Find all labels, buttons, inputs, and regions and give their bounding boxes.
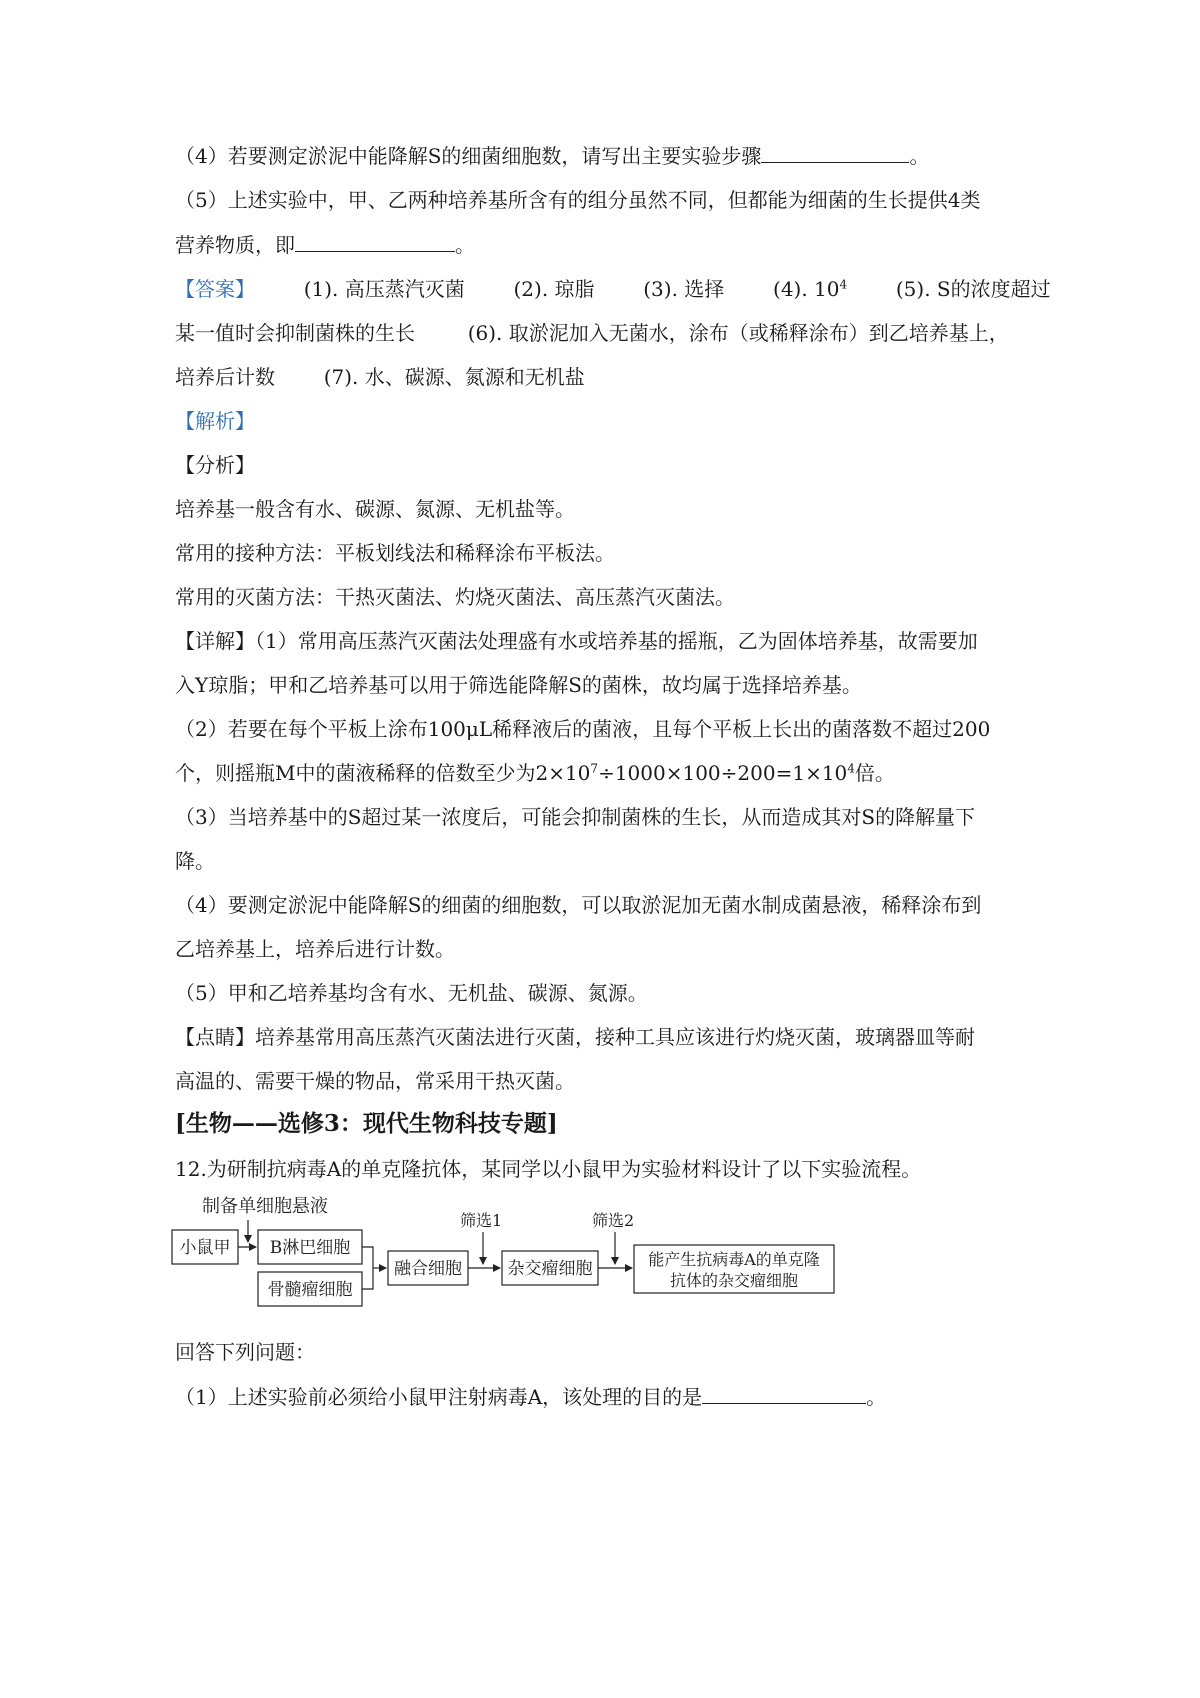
fenxi-line-3: 常用的灭菌方法：干热灭菌法、灼烧灭菌法、高压蒸汽灭菌法。	[175, 585, 735, 609]
detail-2-line-2: 个，则摇瓶M中的菌液稀释的倍数至少为$2\times 10^7\div 1000\times 100\div 200=1\times 10^4$倍。	[175, 761, 895, 785]
answer-blank	[295, 231, 455, 252]
top-label: 制备单细胞悬液	[202, 1196, 328, 1217]
detail-label: 【详解】	[175, 629, 255, 653]
answer-4: (4). $10^4$	[773, 277, 848, 301]
q12-1-line: （1）上述实验前必须给小鼠甲注射病毒A，该处理的目的是 。	[175, 1385, 887, 1409]
answer-6-part2: 培养后计数	[175, 365, 275, 389]
detail-3-line-2: 降。	[175, 849, 215, 873]
box-fused-label: 融合细胞	[394, 1259, 462, 1279]
q4-line: （4）若要测定淤泥中能降解S的细菌细胞数，请写出主要实验步骤 。	[175, 144, 930, 168]
answer-label: 【答案】	[175, 277, 255, 301]
dianjing-label: 【点睛】	[175, 1025, 255, 1049]
fenxi-line-2: 常用的接种方法：平板划线法和稀释涂布平板法。	[175, 541, 615, 565]
answer-3: (3). 选择	[643, 277, 725, 301]
answer-5-part1: (5). S的浓度超过	[895, 277, 1051, 301]
answer-line-2	[175, 319, 1035, 347]
analysis-label: 【解析】	[175, 409, 255, 433]
box-myeloma-label: 骨髓瘤细胞	[267, 1280, 353, 1300]
detail-4-line-2: 乙培养基上，培养后进行计数。	[175, 937, 455, 961]
answer-1: (1). 高压蒸汽灭菌	[303, 277, 465, 301]
fenxi-line-1: 培养基一般含有水、碳源、氮源、无机盐等。	[175, 497, 575, 521]
answer-2: (2). 琼脂	[513, 277, 595, 301]
dianjing-line-2: 高温的、需要干燥的物品，常采用干热灭菌。	[175, 1069, 575, 1093]
dianjing-line-1: 【点睛】培养基常用高压蒸汽灭菌法进行灭菌，接种工具应该进行灼烧灭菌，玻璃器皿等耐	[175, 1025, 975, 1049]
detail-2-line-1: （2）若要在每个平板上涂布100μL稀释液后的菌液，且每个平板上长出的菌落数不超过200	[175, 717, 991, 741]
box-b-lymph-label: B淋巴细胞	[269, 1238, 351, 1258]
answer-line-3	[175, 363, 1035, 391]
fenxi-label: 【分析】	[175, 453, 255, 477]
detail-1-line-2: 入Y琼脂；甲和乙培养基可以用于筛选能降解S的菌株，故均属于选择培养基。	[175, 673, 862, 697]
detail-3-line-1: （3）当培养基中的S超过某一浓度后，可能会抑制菌株的生长，从而造成其对S的降解量下	[175, 805, 976, 829]
answer-blank	[761, 142, 909, 163]
answer-blank	[702, 1383, 866, 1404]
section-title: [生物——选修3：现代生物科技专题]	[175, 1110, 558, 1137]
answer-6-part1: (6). 取淤泥加入无菌水，涂布（或稀释涂布）到乙培养基上，	[467, 321, 1009, 345]
flow-diagram	[170, 1190, 930, 1330]
box-final-label-1: 能产生抗病毒A的单克隆	[648, 1250, 820, 1269]
answer-7: (7). 水、碳源、氮源和无机盐	[323, 365, 585, 389]
box-mouse-label: 小鼠甲	[179, 1238, 231, 1258]
box-hybrid-label: 杂交瘤细胞	[507, 1259, 593, 1279]
detail-1-line-1: 【详解】（1）常用高压蒸汽灭菌法处理盛有水或培养基的摇瓶，乙为固体培养基，故需要加	[175, 629, 978, 653]
detail-4-line-1: （4）要测定淤泥中能降解S的细菌的细胞数，可以取淤泥加无菌水制成菌悬液，稀释涂布到	[175, 893, 982, 917]
q5-line-2: 营养物质，即 。	[175, 233, 475, 257]
connector-merge	[362, 1247, 373, 1289]
box-final-label-2: 抗体的杂交瘤细胞	[669, 1271, 799, 1290]
q5-line-1: （5）上述实验中，甲、乙两种培养基所含有的组分虽然不同，但都能为细菌的生长提供4类	[175, 188, 981, 212]
screen-1-label: 筛选1	[460, 1211, 503, 1230]
answer-5-part2: 某一值时会抑制菌株的生长	[175, 321, 415, 345]
q12-intro: 12.为研制抗病毒A的单克隆抗体，某同学以小鼠甲为实验材料设计了以下实验流程。	[175, 1157, 922, 1181]
screen-2-label: 筛选2	[592, 1211, 635, 1230]
answer-prompt: 回答下列问题：	[175, 1340, 315, 1364]
answer-line-1	[175, 275, 1051, 303]
detail-5: （5）甲和乙培养基均含有水、无机盐、碳源、氮源。	[175, 981, 648, 1005]
